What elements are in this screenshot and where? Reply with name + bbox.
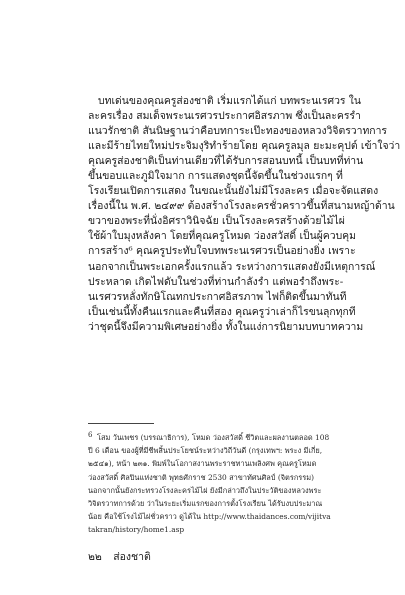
body-line: การสร้าง⁶ คุณครูประทับใจบทพระนเรศวรเป็นอย่างยิ่ง เพราะ	[88, 245, 356, 258]
body-line: โรงเรียนเปิดการแสดง ในขณะนั้นยังไม่มีโรงละคร เมื่อจะจัดแสดง	[88, 185, 379, 198]
body-line: ว่าชุดนี้จึงมีความพิเศษอย่างยิ่ง ทั้งในแง่การนิยามบทบาทความ	[88, 320, 364, 333]
footnote-line: ๒๕๔๑), หน้า ๒๓๑. พิมพ์ในโอกาสงานพระราชทานเพลิงศพ คุณครูโหมด	[88, 459, 317, 469]
body-line: บทเด่นของคุณครูส่องชาติ เริ่มแรกได้แก่ บทพระนเรศวร ใน	[98, 95, 361, 107]
body-line: นเรศวรหลั่งทักษิโณทกประกาศอิสรภาพ ไฟก็ติดขึ้นมาทันที	[88, 290, 347, 303]
footnote-line: นอกจากนั้นยังกระทรวงโรงละครไม้ไผ่ ยังมีกล่าวถึงในประวัติของหลวงพระ	[88, 485, 322, 495]
body-paragraph	[88, 94, 401, 335]
footnote-line: takran/history/home1.asp	[88, 525, 185, 535]
footnote-divider	[88, 423, 154, 424]
footnote-line: ปี 6 เดือน ของผู้ที่มีชีพสิ้นประโยชน์ระหว่างวิถีวันดี (กรุงเทพฯ: พระง มีเกี่ย,	[88, 446, 323, 456]
footnote-line: น้อย คือใช้โรงไม้ไผ่ชั่วคราว ดูได้ใน http://www.thaidances.com/vijitva	[88, 512, 331, 522]
body-line: ขึ้นขอบและภูมิใจมาก การแสดงชุดนี้จัดขึ้นในช่วงแรกๆ ที่	[88, 170, 343, 183]
body-line: นอกจากเป็นพระเอกครั้งแรกแล้ว ระหว่างการแสดงยังมีเหตุการณ์	[88, 260, 376, 273]
page-footer	[88, 548, 159, 565]
footnote-marker: 6	[88, 431, 93, 439]
body-line: เป็นเช่นนี้ทั้งคืนแรกและคืนที่สอง คุณครูว่าเล่าก็ไรขนลุกทุกที	[88, 305, 356, 318]
page-number: ๒๒	[88, 551, 102, 563]
body-line: แนวรักชาติ สันนิษฐานว่าคือบทการะเป๊ะทองของหลวงวิจิตรวาทการ	[88, 125, 388, 138]
body-line: ละครเรื่อง สมเด็จพระนเรศวรประกาศอิสรภาพ ซึ่งเป็นละครรำ	[88, 110, 361, 123]
footnote-line: วิจิตรวาทการด้วย ว่าในระยะเริ่มแรกของการตั้งโรงเรียน ได้รับงบประมาณ	[88, 499, 323, 509]
footnote-line: ว่องสวัสดิ์ ศิลปินแห่งชาติ พุทธศักราช 2530 สาขาทัศนศิลป์ (จิตรกรรม)	[88, 472, 314, 482]
body-line: ใช้ผ้าใบมุงหลังคา โดยที่คุณครูโหมด ว่องสวัสดิ์ เป็นผู้ควบคุม	[88, 230, 356, 243]
footnote	[88, 431, 344, 537]
footnote-line: โสม วันเพชร (บรรณาธิการ), โหมด ว่องสวัสดิ์ ชีวิตและผลงานตลอด 108	[97, 433, 330, 442]
body-line: คุณครูส่องชาติเป็นท่านเดียวที่ได้รับการสอนบทนี้ เป็นบทที่ท่าน	[88, 155, 364, 168]
body-line: และมีร้ายไทยใหม่ประจิมงุริทำร้ายโดย คุณครูลมุล ยะมะคุปต์ เข้าใจว่า	[88, 140, 401, 153]
body-line: เรื่องนี้ใน พ.ศ. ๒๔๙๙ ต้องสร้างโรงละครชั่วคราวขึ้นที่สนามหญ้าด้าน	[88, 200, 395, 213]
running-title: ส่องชาติ	[113, 551, 151, 563]
body-line: ขวาของพระที่นั่งอิศราวินิจฉัย เป็นโรงละครสร้างด้วยไม้ไผ่	[88, 215, 345, 228]
body-line: ประหลาด เกิดไฟดับในช่วงที่ท่านกำลังรำ แต่พอรำถึงพระ-	[88, 275, 344, 288]
